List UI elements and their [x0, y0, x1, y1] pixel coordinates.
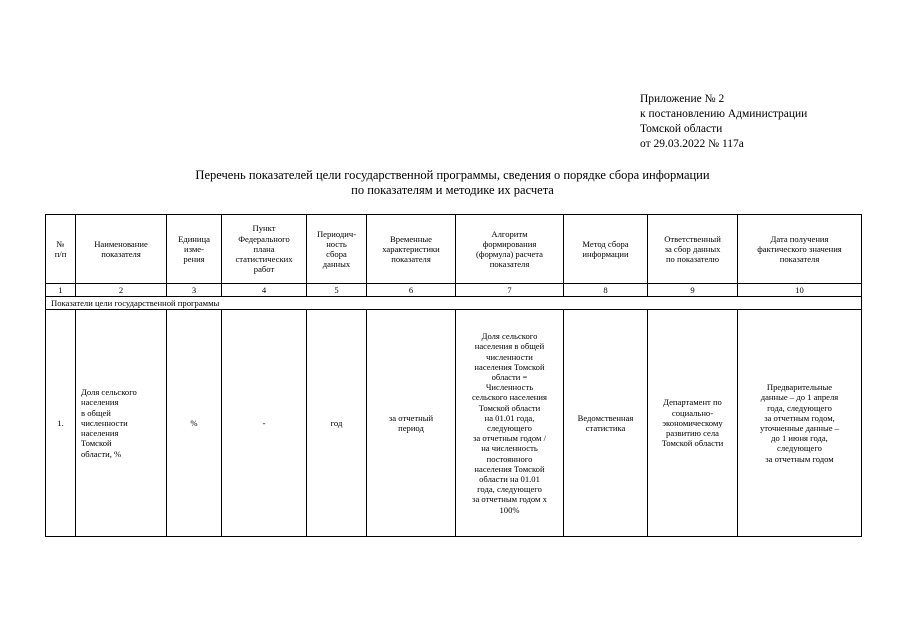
row-responsible: Департамент по социально- экономическому развитию села Томской области: [648, 310, 738, 537]
section-row: [46, 297, 862, 310]
row-date: Предварительные данные – до 1 апреля года, следующего за отчетным годом, уточненные данные – до 1 июня года, следующего за отчетным годом: [738, 310, 862, 537]
header-cell-date: Дата получения фактического значения показателя: [738, 215, 862, 284]
appendix-line: Томской области: [640, 123, 723, 135]
row-algorithm: Доля сельского населения в общей численности населения Томской области = Численность сельского населения Томской области на 01.01 года, следующего за отчетным годом / на численность постоянного населения Томской области на 01.01 года, следующего за отчетным годом х 100%: [456, 310, 564, 537]
header-cell-method: Метод сбора информации: [564, 215, 648, 284]
title-line-2: по показателям и методике их расчета: [351, 183, 554, 197]
header-cell-unit: Единица изме- рения: [167, 215, 222, 284]
row-time-characteristics: за отчетный период: [367, 310, 456, 537]
header-cell-number: № п/п: [46, 215, 76, 284]
column-number: 6: [367, 284, 456, 297]
row-indicator-name: Доля сельского населения в общей численности населения Томской области, %: [76, 310, 167, 537]
row-periodicity: год: [307, 310, 367, 537]
column-number: 3: [167, 284, 222, 297]
document-title: [40, 168, 865, 198]
appendix-block: [640, 92, 807, 152]
column-number: 5: [307, 284, 367, 297]
appendix-line: к постановлению Администрации: [640, 108, 808, 120]
header-cell-periodicity: Периодич- ность сбора данных: [307, 215, 367, 284]
row-unit: %: [167, 310, 222, 537]
column-number: 7: [456, 284, 564, 297]
title-line-1: Перечень показателей цели государственной программы, сведения о порядке сбора информации: [195, 168, 710, 182]
table-row: [46, 310, 862, 537]
indicators-table: [45, 214, 862, 537]
column-number: 4: [222, 284, 307, 297]
header-cell-responsible: Ответственный за сбор данных по показателю: [648, 215, 738, 284]
table-header-row: [46, 215, 862, 284]
header-cell-name: Наименование показателя: [76, 215, 167, 284]
column-number-row: [46, 284, 862, 297]
column-number: 10: [738, 284, 862, 297]
appendix-line: Приложение № 2: [640, 93, 725, 105]
section-title: Показатели цели государственной программы: [46, 297, 862, 310]
column-number: 2: [76, 284, 167, 297]
column-number: 8: [564, 284, 648, 297]
header-cell-algorithm: Алгоритм формирования (формула) расчета показателя: [456, 215, 564, 284]
header-cell-time: Временные характеристики показателя: [367, 215, 456, 284]
row-method: Ведомственная статистика: [564, 310, 648, 537]
column-number: 9: [648, 284, 738, 297]
row-number: 1.: [46, 310, 76, 537]
row-federal-plan-item: -: [222, 310, 307, 537]
column-number: 1: [46, 284, 76, 297]
header-cell-federal-plan: Пункт Федерального плана статистических работ: [222, 215, 307, 284]
appendix-line: от 29.03.2022 № 117а: [640, 138, 744, 150]
